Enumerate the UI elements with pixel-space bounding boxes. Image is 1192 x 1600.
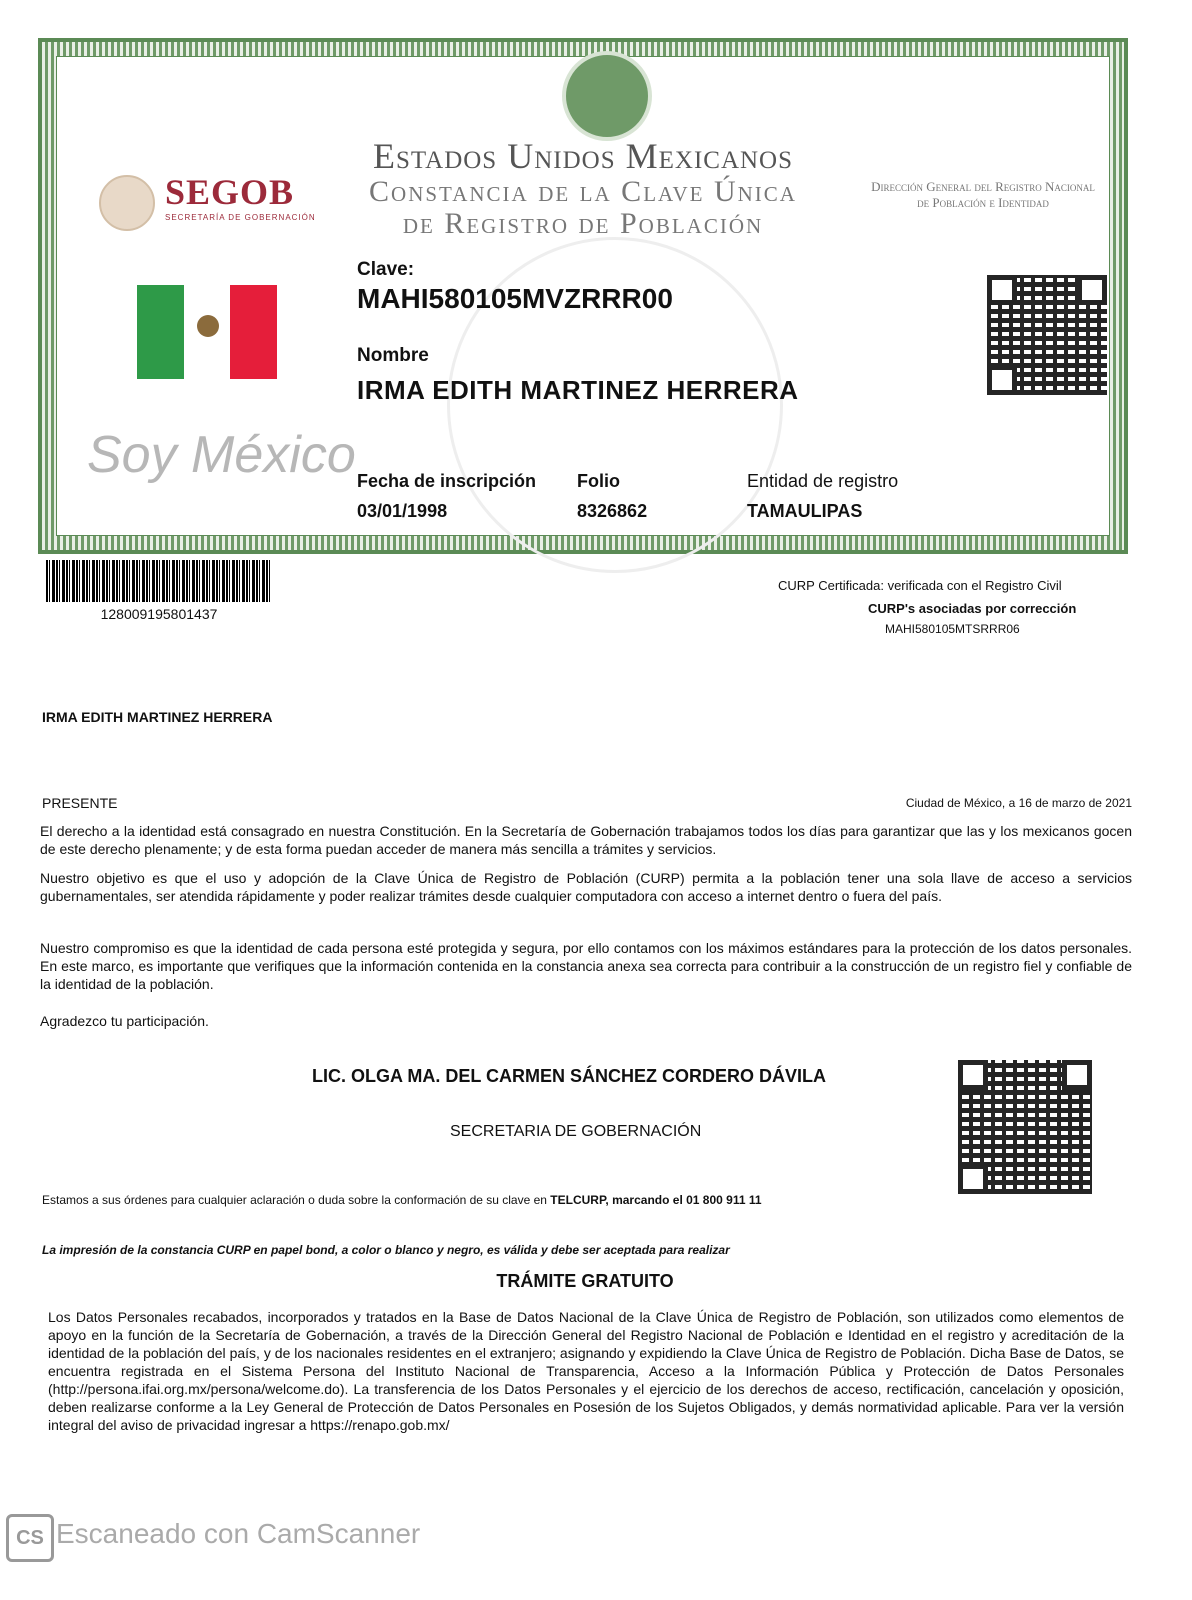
qr-code-icon: [987, 275, 1107, 395]
telcurp: TELCURP, marcando el 01 800 911 11: [550, 1193, 762, 1207]
signatory: LIC. OLGA MA. DEL CARMEN SÁNCHEZ CORDERO DÁVILA: [312, 1066, 827, 1086]
certificate-body: [56, 56, 1110, 536]
privacy-notice: Los Datos Personales recabados, incorporados y tratados en la Base de Datos Nacional de la Clave Única de Registro de Población, son utilizados como elementos de apoyo en la función de la Secretaría de Gobernación, a través de la Dirección General del Registro Nacional de Población e Identidad en el registro y acreditación de la identidad de la población del país, y de los nacionales residentes en el extranjero; asignando y expidiendo la Clave Única de Registro de Población. Dicha Base de Datos, se encuentra registrada en el Sistema Persona del Instituto Nacional de Transparencia, Acceso a la Información Pública y Protección de Datos Personales (http://persona.ifai.org.mx/persona/welcome.do). La transferencia de los Datos Personales y el ejercicio de los derechos de acceso, rectificación, cancelación y oposición, deben realizarse conforme a la Ley General de Protección de Datos Personales en Posesión de los Sujetos Obligados, y demás normatividad aplicable. Para ver la versión integral del aviso de privacidad ingresar a https://renapo.gob.mx/: [48, 1309, 1124, 1433]
paragraph-3: Nuestro compromiso es que la identidad de cada persona esté protegida y segura, por ello contamos con los máximos estándares para la protección de los datos personales. En este marco, es importante que verifiques que la información contenida en la constancia anexa sea correcta para contribuir a la construcción de un registro fiel y confiable de la identidad de la población.: [40, 940, 1132, 992]
place-date: Ciudad de México, a 16 de marzo de 2021: [905, 796, 1132, 810]
direccion-general: Dirección General del Registro Nacional de Población e Identidad: [871, 179, 1095, 210]
curp-certificate: [38, 38, 1128, 554]
paragraph-4: Agradezco tu participación.: [40, 1013, 209, 1029]
entidad-value: TAMAULIPAS: [747, 501, 863, 521]
nombre-value: IRMA EDITH MARTINEZ HERRERA: [357, 375, 799, 405]
segob-seal-icon: [99, 175, 155, 231]
signatory-position: SECRETARIA DE GOBERNACIÓN: [450, 1123, 702, 1140]
presente: PRESENTE: [42, 795, 118, 811]
camscanner-text: Escaneado con CamScanner: [56, 1518, 421, 1549]
certificate-title-1: Constancia de la Clave Única: [369, 175, 797, 208]
segob-logo: SEGOB: [165, 172, 295, 212]
fecha-value: 03/01/1998: [357, 501, 448, 521]
barcode-number: 128009195801437: [100, 606, 218, 622]
folio-value: 8326862: [577, 501, 648, 521]
curp-asociadas-value: MAHI580105MTSRRR06: [885, 622, 1020, 636]
country-title: Estados Unidos Mexicanos: [372, 136, 794, 176]
curp-certificada: CURP Certificada: verificada con el Registro Civil: [778, 578, 1062, 593]
paragraph-2: Nuestro objetivo es que el uso y adopción de la Clave Única de Registro de Población (CURP) permita a la población tener una sola llave de acceso a servicios gubernamentales, ser atendida rápidamente y poder realizar trámites desde cualquier computadora con acceso a internet dentro o fuera del país.: [40, 870, 1132, 904]
clave-value: MAHI580105MVZRRR00: [357, 283, 673, 314]
clave-label: Clave:: [357, 259, 415, 280]
print-validity-note: La impresión de la constancia CURP en papel bond, a color o blanco y negro, es válida y debe ser aceptada para realizar: [42, 1243, 730, 1257]
folio-label: Folio: [577, 471, 620, 491]
contact-note: [42, 1193, 762, 1207]
fecha-label: Fecha de inscripción: [357, 471, 537, 491]
tramite-gratuito: TRÁMITE GRATUITO: [496, 1271, 674, 1291]
entidad-label: Entidad de registro: [747, 471, 899, 491]
qr-code-icon: [958, 1060, 1092, 1194]
curp-asociadas-label: CURP's asociadas por corrección: [868, 601, 1077, 616]
nombre-label: Nombre: [357, 345, 429, 366]
segob-subtitle: SECRETARÍA DE GOBERNACIÓN: [165, 213, 316, 222]
national-emblem-icon: [562, 51, 652, 141]
paragraph-1: El derecho a la identidad está consagrado en nuestra Constitución. En la Secretaría de Gobernación trabajamos todos los días para garantizar que las y los mexicanos gocen de este derecho plenamente; y de esta forma puedan acceder de manera más sencilla a trámites y servicios.: [40, 823, 1132, 857]
contact-text: Estamos a sus órdenes para cualquier aclaración o duda sobre la conformación de su clave en: [42, 1193, 551, 1207]
barcode-icon: [46, 560, 272, 602]
flag-emblem-icon: [197, 315, 219, 337]
certificate-title-2: de Registro de Población: [402, 207, 764, 240]
camscanner-logo: CS: [6, 1514, 54, 1562]
addressee: IRMA EDITH MARTINEZ HERRERA: [42, 709, 273, 725]
slogan: Soy México: [87, 426, 356, 484]
